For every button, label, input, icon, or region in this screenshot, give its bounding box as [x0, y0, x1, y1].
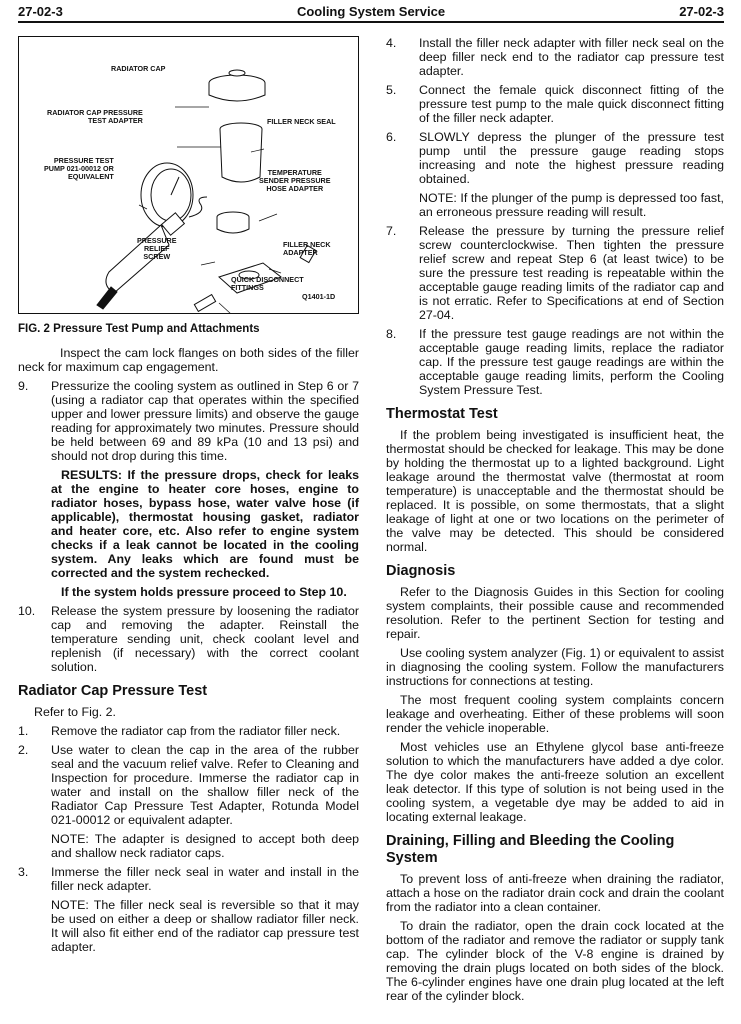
step-number: 1.: [18, 724, 29, 738]
heading-draining-filling-bleeding: Draining, Filling and Bleeding the Cooling System: [386, 833, 675, 866]
step-text: Pressurize the cooling system as outlined in Step 6 or 7 (using a radiator cap that operates within the specified upper and lower pressure limits) and observe the gauge reading for approximately two minutes. Pressure should be held between 69 and 89 kPa (10 and 13 psi) and should not drop during this time.: [51, 379, 359, 463]
draining-paragraph-2: To drain the radiator, open the drain cock located at the bottom of the radiator and remove the radiator or supply tank cap. The cylinder block of the V-8 engine is drained by removing the drain plugs located on both sides of the block. The 6-cylinder engines have one drain plug located at the left rear of the cylinder block.: [386, 919, 724, 1003]
figure-pressure-test-pump: [18, 36, 359, 314]
diagnosis-paragraph-1: Refer to the Diagnosis Guides in this Section for cooling system complaints, their possible cause and recommended resolution. Refer to the pertinent Section for testing and repair.: [386, 585, 724, 641]
holds-pressure-paragraph: If the system holds pressure proceed to Step 10.: [61, 585, 347, 599]
step-text: Release the system pressure by loosening the radiator cap and removing the adapter. Reinstall the temperature sending unit, check coolant level and replenish (if necessary) with the correct coolant solution.: [51, 604, 359, 674]
paragraph-cam-lock: Inspect the cam lock flanges on both sides of the filler neck for maximum cap engagement.: [18, 346, 359, 374]
step-text: Remove the radiator cap from the radiator filler neck.: [51, 724, 341, 738]
step-number: 2.: [18, 743, 29, 757]
step-9: [18, 379, 359, 463]
label-quick-disconnect: QUICK DISCONNECT FITTINGS: [231, 275, 304, 292]
results-paragraph: RESULTS: If the pressure drops, check for leaks at the engine to heater core hoses, engine to radiator hoses, bypass hose, water valve hose (if applicable), thermostat housing gasket, radiator and heater core, etc. Also refer to engine system checks if a leak cannot be located in the cooling system. Any leaks which are found must be corrected and the system rechecked.: [51, 468, 359, 580]
step-6: [386, 130, 724, 186]
step-1: [18, 724, 359, 738]
heading-thermostat-test: Thermostat Test: [386, 406, 498, 422]
step-7: [386, 224, 724, 322]
label-pressure-relief-screw: PRESSURE RELIEF SCREW: [137, 236, 177, 261]
page-number-right: 27-02-3: [679, 4, 724, 19]
step-text: SLOWLY depress the plunger of the pressure test pump until the pressure gauge reading stops increasing and note the highest pressure reading obtained.: [419, 130, 724, 186]
step-number: 6.: [386, 130, 397, 144]
page-number-left: 27-02-3: [18, 4, 63, 19]
label-radiator-cap: RADIATOR CAP: [111, 64, 166, 73]
note-plunger: NOTE: If the plunger of the pump is depressed too fast, an erroneous pressure reading will result.: [419, 191, 724, 219]
label-filler-neck-adapter: FILLER NECK ADAPTER: [283, 240, 331, 257]
section-title: Cooling System Service: [296, 4, 446, 19]
step-text: Release the pressure by turning the pressure relief screw counterclockwise. Then tighten the pressure relief screw and repeat Step 6 (at least twice) to be sure the pressure test reading is repeatable within the acceptable gauge reading limits of the radiator cap and is not erratic. Refer to Specifications at end of Section 27-04.: [419, 224, 724, 322]
diagnosis-paragraph-2: Use cooling system analyzer (Fig. 1) or equivalent to assist in diagnosing the cooling system. Follow the manufacturers instructions for connections at testing.: [386, 646, 724, 688]
page-header: [18, 3, 724, 23]
label-figure-code: Q1401-1D: [302, 292, 336, 301]
step-text: If the pressure test gauge readings are not within the acceptable gauge reading limits, replace the radiator cap. If the pressure test gauge readings are within the acceptable gauge reading limits, perform the Cooling System Pressure Test.: [419, 327, 724, 397]
note-adapter: NOTE: The adapter is designed to accept both deep and shallow neck radiator caps.: [51, 832, 359, 860]
step-number: 5.: [386, 83, 397, 97]
step-text: Install the filler neck adapter with filler neck seal on the deep filler neck end to the radiator cap pressure test adapter.: [419, 36, 724, 78]
heading-diagnosis: Diagnosis: [386, 563, 456, 579]
right-column: [386, 36, 724, 1008]
step-10: [18, 604, 359, 674]
diagnosis-paragraph-3: The most frequent cooling system complaints concern leakage and overheating. Either of these problems will soon render the vehicle inoperable.: [386, 693, 724, 735]
step-4: [386, 36, 724, 78]
figure-caption: FIG. 2 Pressure Test Pump and Attachments: [18, 323, 260, 335]
step-5: [386, 83, 724, 125]
heading-radiator-cap-pressure-test: Radiator Cap Pressure Test: [18, 683, 208, 699]
thermostat-paragraph: If the problem being investigated is insufficient heat, the thermostat should be checked for leakage. This may be done by holding the thermostat up to a lighted background. Light leakage around the thermostat valve (thermostat at room temperature) is unacceptable and the thermostat should be replaced. It is possible, on some thermostats, that a slight leakage of light at one or two locations on the perimeter of the valve may be detected. This should be considered normal.: [386, 428, 724, 554]
note-filler-neck-seal: NOTE: The filler neck seal is reversible so that it may be used on either a deep or shallow radiator filler neck. It will also fit either end of the radiator cap pressure test adapter.: [51, 898, 359, 954]
label-temp-sender-adapter: TEMPERATURE SENDER PRESSURE HOSE ADAPTER: [259, 168, 331, 193]
step-number: 3.: [18, 865, 29, 879]
step-number: 4.: [386, 36, 397, 50]
step-8: [386, 327, 724, 397]
label-cap-adapter: RADIATOR CAP PRESSURE TEST ADAPTER: [47, 108, 143, 125]
step-number: 9.: [18, 379, 29, 393]
label-pressure-test-pump: PRESSURE TEST PUMP 021-00012 OR EQUIVALENT: [44, 156, 114, 181]
left-column: [18, 36, 359, 959]
label-filler-neck-seal: FILLER NECK SEAL: [267, 117, 336, 126]
step-text: Use water to clean the cap in the area of the rubber seal and the vacuum relief valve. Refer to Cleaning and Inspection for procedure. Immerse the radiator cap in water and install on the shallow filler neck of the Radiator Cap Pressure Test Adapter, Rotunda Model 021-00012 or equivalent adapter.: [51, 743, 359, 827]
step-text: Connect the female quick disconnect fitting of the pressure test pump to the male quick disconnect fitting of the filler neck adapter.: [419, 83, 724, 125]
step-number: 7.: [386, 224, 397, 238]
refer-to-figure: Refer to Fig. 2.: [34, 705, 116, 719]
draining-paragraph-1: To prevent loss of anti-freeze when draining the radiator, attach a hose on the radiator drain cock and drain the coolant from the radiator into a clean container.: [386, 872, 724, 914]
step-number: 8.: [386, 327, 397, 341]
step-2: [18, 743, 359, 827]
step-3: [18, 865, 359, 893]
step-number: 10.: [18, 604, 36, 618]
diagnosis-paragraph-4: Most vehicles use an Ethylene glycol base anti-freeze solution to which the manufacturers have added a dye color. The dye color makes the anti-freeze solution an excellent leak detector. If this type of solution is not being used in the cooling system, a vegetable dye may be added to aid in locating external leakage.: [386, 740, 724, 824]
step-text: Immerse the filler neck seal in water and install in the filler neck adapter.: [51, 865, 359, 893]
